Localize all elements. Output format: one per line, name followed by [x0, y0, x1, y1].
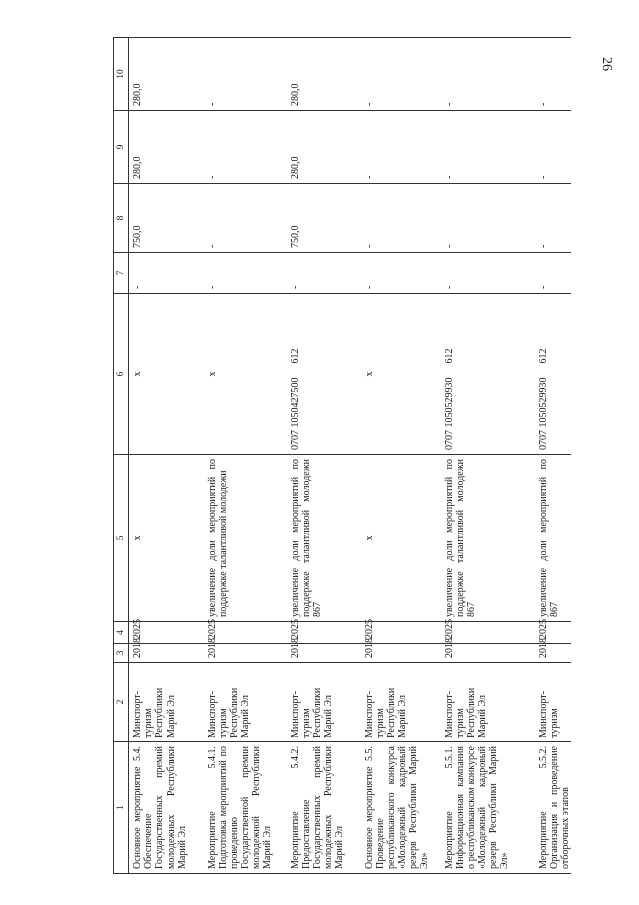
col7-value: -: [204, 253, 287, 294]
start-year: 2018: [287, 644, 361, 663]
budget-code: 0707 1050529930: [537, 377, 549, 450]
expected-result: увеличение доли мероприятий по: [537, 459, 549, 617]
col7-value: -: [535, 253, 572, 294]
col-header-1: 1: [114, 742, 129, 874]
executor: Минспорт-туризм Республики Марий Эл: [441, 663, 535, 742]
table-row: [535, 38, 572, 874]
end-year: 2025: [129, 622, 204, 644]
col10-value: -: [441, 38, 535, 111]
executor: Минспорт-туризм Республики Марий Эл: [287, 663, 361, 742]
budget-code: 0707 1050427500: [289, 377, 301, 450]
table-row: [361, 38, 441, 874]
col8-value: 750,0: [287, 184, 361, 253]
col9-value: -: [204, 111, 287, 184]
col10-value: -: [204, 38, 287, 111]
col7-value: -: [129, 253, 204, 294]
col8-value: -: [441, 184, 535, 253]
document-table: [113, 38, 571, 874]
budget-code: 0707 1050529930: [443, 377, 455, 450]
end-year: 2025: [204, 622, 287, 644]
col10-value: -: [361, 38, 441, 111]
end-year: 2025: [287, 622, 361, 644]
start-year: 2018: [361, 644, 441, 663]
measure-name: Основное мероприятие 5.4. Обеспечение Государственных премий молодежных Республики Марий Эл: [129, 742, 204, 874]
measure-name: Мероприятие 5.5.1. Информационная кампания о республиканском конкурсе «Молодежный кадровый резерв Республики Марий Эл»: [441, 742, 535, 874]
expected-result: x: [363, 535, 375, 541]
executor: Минспорт-туризм Республики Марий Эл: [204, 663, 287, 742]
measure-name: Мероприятие 5.4.1. Подготовка мероприятий по проведению Государственной премии молодежной Республики Марий Эл: [204, 742, 287, 874]
start-year: 2018: [441, 644, 535, 663]
col8-value: -: [204, 184, 287, 253]
col-header-10: 10: [114, 38, 129, 111]
col9-value: -: [441, 111, 535, 184]
expected-result: увеличение доли мероприятий по поддержке талантливой молодежи: [289, 459, 312, 617]
executor: Минспорт-туризм Республики Марий Эл: [361, 663, 441, 742]
ministry-code: 867: [548, 602, 560, 617]
ministry-code: 867: [465, 602, 477, 617]
col8-value: -: [535, 184, 572, 253]
col-header-8: 8: [114, 184, 129, 253]
col-header-5: 5: [114, 455, 129, 622]
col7-value: -: [441, 253, 535, 294]
start-year: 2018: [129, 644, 204, 663]
col-header-7: 7: [114, 253, 129, 294]
table-row: [441, 38, 535, 874]
budget-code: x: [363, 371, 375, 377]
col-header-4: 4: [114, 622, 129, 644]
expected-result: увеличение доли мероприятий по поддержке талантливой молодежи: [204, 455, 287, 622]
col10-value: 280,0: [287, 38, 361, 111]
col10-value: 280,0: [129, 38, 204, 111]
col9-value: -: [535, 111, 572, 184]
table-row: [204, 38, 287, 874]
page-number: 26: [599, 57, 614, 71]
col8-value: -: [361, 184, 441, 253]
start-year: 2018: [535, 644, 572, 663]
expense-type-code: 612: [289, 348, 301, 364]
col-header-3: 3: [114, 644, 129, 663]
expected-result: увеличение доли мероприятий по поддержке талантливой молодежи: [443, 459, 466, 617]
measure-name: Мероприятие 5.4.2. Предоставление Государственных премий молодежных Республики Марий Эл: [287, 742, 361, 874]
expense-type-code: 612: [537, 348, 549, 364]
expected-result: x: [132, 535, 143, 541]
budget-code: x: [206, 371, 218, 377]
start-year: 2018: [204, 644, 287, 663]
col9-value: -: [361, 111, 441, 184]
col10-value: -: [535, 38, 572, 111]
header-row: [114, 38, 129, 874]
table-row: [129, 38, 204, 874]
budget-code: x: [132, 371, 143, 377]
col-header-2: 2: [114, 663, 129, 742]
col9-value: 280,0: [129, 111, 204, 184]
measure-name: Основное мероприятие 5.5. Проведение республиканского конкурса «Молодежный кадровый резерв Республики Марий Эл»: [361, 742, 441, 874]
executor: Минспорт-туризм: [535, 663, 572, 742]
table-row: [287, 38, 361, 874]
end-year: 2025: [535, 622, 572, 644]
executor: Минспорт-туризм Республики Марий Эл: [129, 663, 204, 742]
col8-value: 750,0: [129, 184, 204, 253]
expense-type-code: 612: [443, 348, 455, 364]
end-year: 2025: [361, 622, 441, 644]
ministry-code: 867: [311, 602, 323, 617]
col-header-6: 6: [114, 294, 129, 455]
measure-name: Мероприятие 5.5.2. Организация и проведение отборочных этапов: [535, 742, 572, 874]
col7-value: -: [361, 253, 441, 294]
end-year: 2025: [441, 622, 535, 644]
col9-value: 280,0: [287, 111, 361, 184]
col-header-9: 9: [114, 111, 129, 184]
col7-value: -: [287, 253, 361, 294]
